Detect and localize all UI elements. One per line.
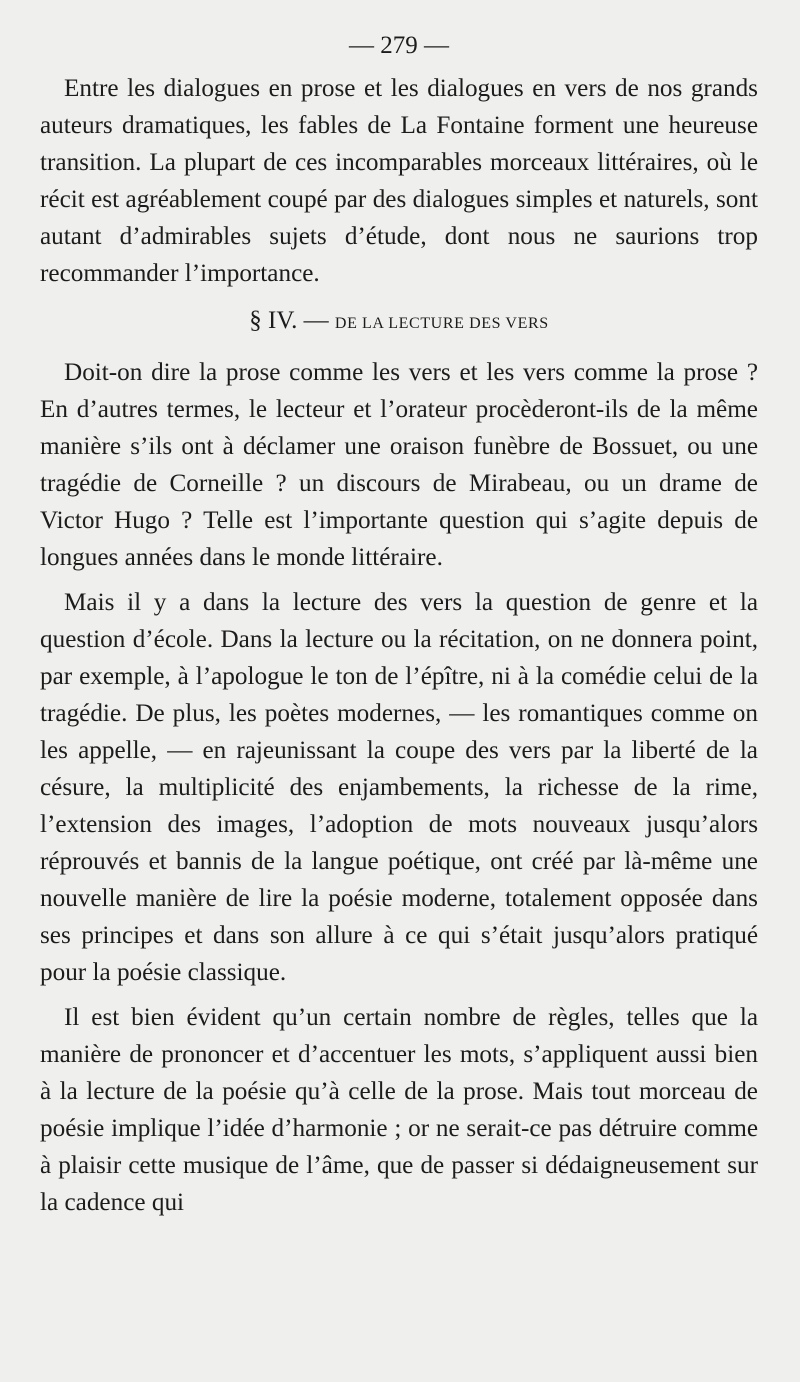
section-title: DE LA LECTURE DES VERS: [334, 315, 549, 332]
page-number: — 279 —: [349, 32, 449, 59]
section-heading: [40, 302, 758, 342]
section-number: § IV.: [249, 307, 298, 334]
section-dash: —: [303, 307, 329, 334]
paragraph-regles: Il est bien évident qu’un certain nombre de règles, telles que la manière de prononcer et d’accentuer les mots, s’appliquent aussi bien à la lecture de la poésie qu’à celle de la prose. Mais tout morceau de poésie implique l’idée d’harmonie ; or ne serait-ce pas détruire comme à plaisir cette musique de l’âme, que de passer si dédaigneusement sur la cadence qui: [40, 1004, 758, 1216]
paragraph-la-fontaine: Entre les dialogues en prose et les dialogues en vers de nos grands auteurs dramatiques, les fables de La Fontaine forment une heureuse transition. La plupart de ces incomparables morceaux littéraires, où le récit est agréablement coupé par des dialogues simples et naturels, sont autant d’admirables sujets d’étude, dont nous ne saurions trop recommander l’importance.: [40, 75, 758, 287]
paragraph-genre-ecole: Mais il y a dans la lecture des vers la question de genre et la question d’école. Dans la lecture ou la récitation, on ne donnera point, par exemple, à l’apologue le ton de l’épître, ni à la comédie celui de la tragédie. De plus, les poètes modernes, — les romantiques comme on les appelle, — en rajeunissant la coupe des vers par la liberté de la césure, la multiplicité des enjambements, la richesse de la rime, l’extension des images, l’adoption de mots nouveaux jusqu’alors réprouvés et bannis de la langue poétique, ont créé par là-même une nouvelle manière de lire la poésie moderne, totalement opposée dans ses principes et dans son allure à ce qui s’était jusqu’alors pratiqué pour la poésie classique.: [40, 589, 758, 986]
paragraph-prose-vers: Doit-on dire la prose comme les vers et les vers comme la prose ? En d’autres termes, le lecteur et l’orateur procèderont-ils de la même manière s’ils ont à déclamer une oraison funèbre de Bossuet, ou une tragédie de Corneille ? un discours de Mirabeau, ou un drame de Victor Hugo ? Telle est l’importante question qui s’agite depuis de longues années dans le monde littéraire.: [40, 359, 758, 571]
